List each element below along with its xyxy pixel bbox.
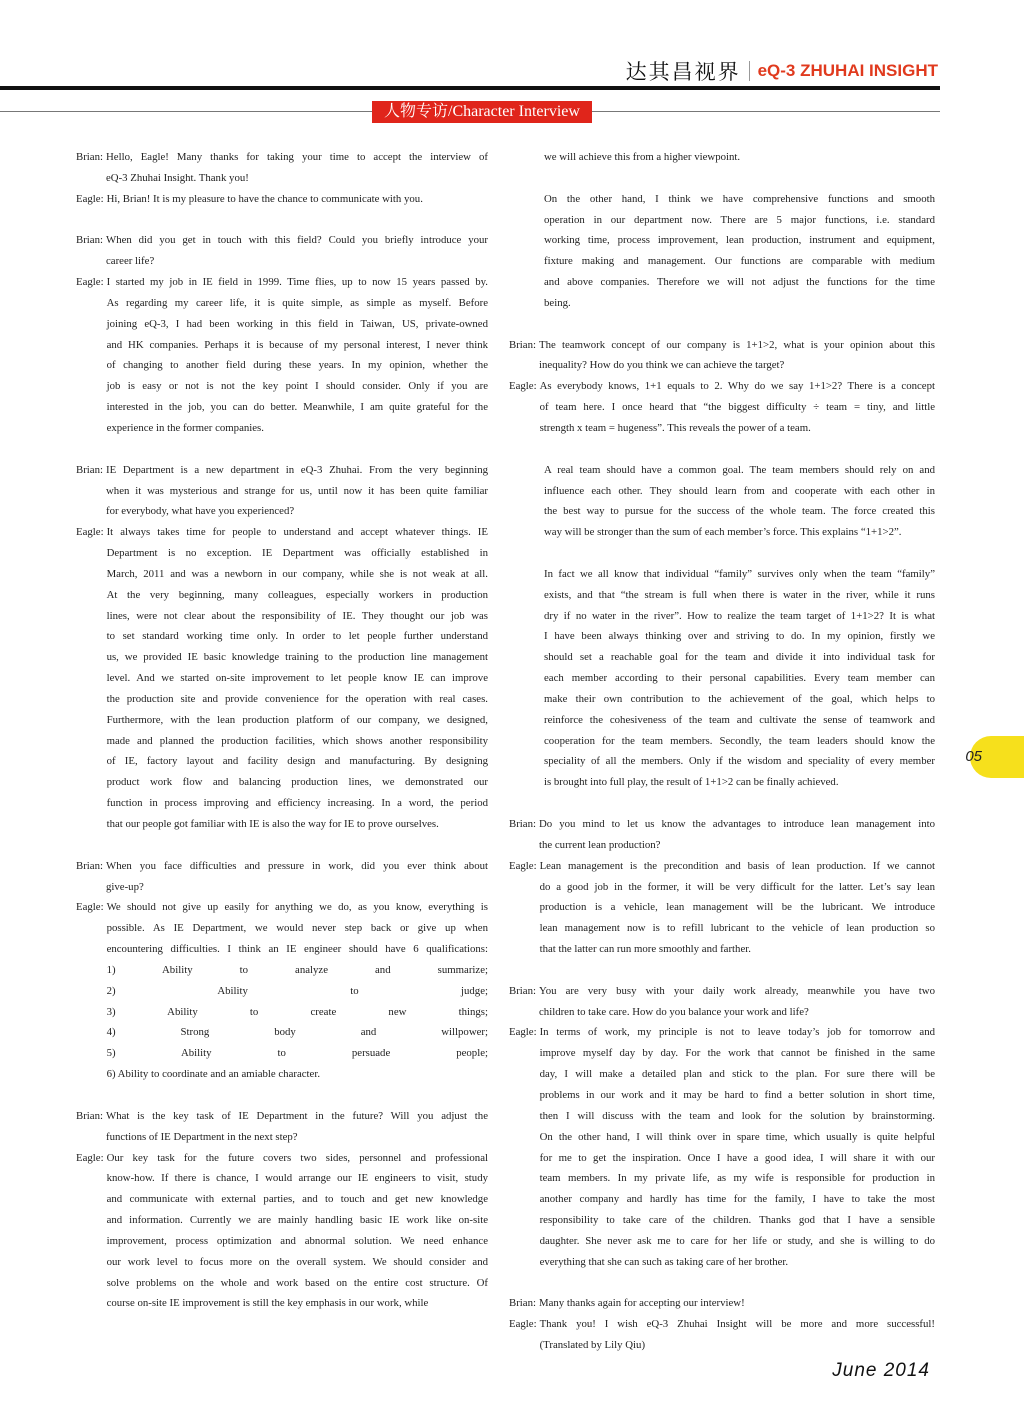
text-line: influence each other. They should learn from and cooperate with each other in — [544, 484, 935, 497]
qa-text — [537, 1022, 935, 1272]
text-line: I have been always thinking over and striving to do. In my opinion, firstly we — [544, 630, 935, 643]
text-line: 3) Ability to create new things; — [106, 1005, 488, 1018]
text-line: everything that she can such as taking care of her brother. — [539, 1255, 789, 1268]
text-line: In terms of work, my principle is not to leave today’s job for tomorrow and — [539, 1026, 935, 1039]
text-line: and communicate with external parties, and to touch and get new knowledge — [106, 1193, 488, 1206]
qa-entry — [76, 1106, 488, 1148]
text-line: inequality? How do you think we can achieve the target? — [539, 359, 785, 372]
speaker-label: Brian: — [76, 1109, 103, 1122]
speaker-label: Brian: — [509, 818, 536, 830]
text-line: of team here. I once heard that “the biggest difficulty ÷ team = tiny, and little — [539, 401, 935, 414]
text-line: Lean management is the precondition and basis of lean production. If we cannot — [539, 859, 935, 872]
text-line: I started my job in IE field in 1999. Time flies, up to now 15 years passed by. — [106, 276, 488, 289]
header-separator — [749, 61, 750, 81]
text-line: problems in our work and it may be hard to find a better solution in short time, — [539, 1088, 935, 1101]
qa-entry — [76, 856, 488, 898]
qa-entry — [509, 1293, 935, 1314]
speaker-label: Eagle: — [76, 901, 104, 914]
text-line: (Translated by Lily Qiu) — [539, 1339, 646, 1352]
text-line: of IE, factory layout and facility design and manufacturing. By designing — [106, 755, 488, 768]
text-line: interested in the job, you can do better. Meanwhile, I am quite grateful for the — [106, 401, 488, 414]
speaker-label: Brian: — [509, 1297, 536, 1310]
text-line: being. — [544, 296, 571, 309]
text-line: the best way to pursue for the success of the whole team. The force created this — [544, 505, 935, 518]
text-line: dry if no water in the river”. How to realize the team target of 1+1>2? It is what — [544, 609, 935, 622]
text-line: the current lean production? — [539, 838, 661, 851]
text-line: On the other hand, I will think over in spare time, which usually is quite helpful — [539, 1130, 935, 1143]
qa-entry — [76, 272, 488, 439]
qa-text — [104, 189, 488, 210]
text-line: working time, process improvement, lean production, instrument and equipment, — [544, 234, 935, 247]
qa-text — [104, 897, 488, 1085]
header-title-cn: 达其昌视界 — [625, 60, 741, 84]
paragraph — [509, 189, 935, 314]
speaker-label: Eagle: — [509, 1026, 537, 1039]
text-line: As regarding my career life, it is quite simple, as simple as myself. Before — [106, 296, 488, 309]
text-line: for me to get the inspiration. Once I have a good idea, I will share it with our — [539, 1151, 935, 1164]
qa-entry — [76, 897, 488, 1085]
qa-text — [537, 856, 935, 960]
text-line: fixture making and management. Our functions are comparable with medium — [544, 255, 935, 268]
qa-entry — [76, 1148, 488, 1315]
text-line: day, I will make a detailed plan and stick to the plan. For sure there will be — [539, 1068, 935, 1081]
text-line: strength x team = hugeness”. This reveals the power of a team. — [539, 421, 811, 434]
text-line: lines, were not clear about the responsibility of IE. They thought our job was — [106, 609, 488, 622]
qa-entry — [76, 189, 488, 210]
text-line: improve myself day by day. For the work that cannot be finished in the same — [539, 1047, 935, 1060]
text-line: Many thanks again for accepting our interview! — [539, 1297, 745, 1310]
text-line: for everybody, what have you experienced? — [106, 505, 295, 518]
qa-text — [537, 1314, 935, 1356]
text-line: We should not give up easily for anything we do, as you know, everything is — [106, 901, 488, 914]
right-column — [509, 147, 935, 1356]
text-line: to set standard working time only. In order to let people further understand — [106, 630, 488, 643]
text-line: A real team should have a common goal. The team members should rely on and — [544, 463, 935, 476]
text-line: Furthermore, with the lean production platform of our company, we designed, — [106, 713, 488, 726]
text-line: job is easy or not is not the key point I should consider. Only if you are — [106, 380, 488, 393]
speaker-label: Eagle: — [76, 276, 104, 289]
qa-text — [103, 147, 488, 189]
text-line: speciality of all the members. Only if the wisdom and speciality of every member — [544, 755, 935, 768]
text-line: 4) Strong body and willpower; — [106, 1026, 488, 1039]
section-banner: 人物专访/Character Interview — [372, 101, 592, 123]
text-line: our work level to focus more on the overall system. We should consider and — [106, 1255, 488, 1268]
text-line: product work flow and balancing production lines, we demonstrated our — [106, 776, 488, 789]
qa-entry — [509, 335, 935, 377]
text-line: 1) Ability to analyze and summarize; — [106, 963, 488, 976]
text-line: The teamwork concept of our company is 1+1>2, what is your opinion about this — [539, 338, 935, 351]
text-line: Thank you! I wish eQ-3 Zhuhai Insight will be more and more successful! — [539, 1318, 935, 1331]
text-line: On the other hand, I think we have comprehensive functions and smooth — [544, 192, 935, 205]
qa-entry — [76, 230, 488, 272]
footer-date: June 2014 — [832, 1360, 930, 1381]
text-line: Department is no exception. IE Department was officially established in — [106, 547, 488, 560]
speaker-label: Brian: — [76, 463, 103, 476]
page-number: 05 — [965, 748, 982, 765]
header-rule — [0, 86, 940, 90]
qa-entry — [509, 1022, 935, 1272]
text-line: should set a reachable goal for the team and divide it into individual task for — [544, 651, 935, 664]
text-line: daughter. She never ask me to care for her life or study, and she is willing to do — [539, 1234, 935, 1247]
text-line: possible. As IE Department, we would never step back or give up when — [106, 922, 488, 935]
header-title-en: eQ-3 ZHUHAI INSIGHT — [757, 61, 938, 80]
header — [626, 56, 938, 86]
qa-text — [103, 230, 488, 272]
text-line: eQ-3 Zhuhai Insight. Thank you! — [106, 171, 249, 184]
speaker-label: Brian: — [509, 338, 536, 351]
text-line: As everybody knows, 1+1 equals to 2. Why do we say 1+1>2? There is a concept — [539, 380, 935, 393]
text-line: encountering difficulties. I think an IE engineer should have 6 qualifications: — [106, 943, 488, 956]
qa-text — [104, 1148, 488, 1315]
speaker-label: Eagle: — [509, 380, 537, 393]
text-line: In fact we all know that individual “family” survives only when the team “family” — [544, 567, 935, 580]
speaker-label: Eagle: — [509, 859, 537, 872]
text-line: the production site and provide convenience for the operation with real cases. — [106, 692, 488, 705]
text-line: functions of IE Department in the next step? — [106, 1130, 298, 1143]
text-line: and above companies. Therefore we will not adjust the functions for the time — [544, 276, 935, 289]
qa-text — [104, 272, 488, 439]
text-line: 6) Ability to coordinate and an amiable character. — [106, 1068, 321, 1081]
text-line: course on-site IE improvement is still the key emphasis in our work, while — [106, 1297, 429, 1310]
qa-entry — [509, 1314, 935, 1356]
text-line: You are very busy with your daily work already, meanwhile you have two — [539, 984, 935, 997]
qa-text — [103, 460, 488, 523]
text-line: IE Department is a new department in eQ-3 Zhuhai. From the very beginning — [106, 463, 488, 476]
paragraph — [509, 460, 935, 543]
speaker-label: Brian: — [76, 234, 103, 247]
text-line: March, 2011 and was a newborn in our company, while she is not weak at all. — [106, 567, 488, 580]
qa-text — [536, 1293, 935, 1314]
text-line: 2) Ability to judge; — [106, 984, 488, 997]
text-line: way will be stronger than the sum of each member’s force. This explains “1+1>2”. — [544, 526, 902, 539]
text-line: joining eQ-3, I had been working in this field in Taiwan, US, private-owned — [106, 317, 488, 330]
text-line: Do you mind to let us know the advantages to introduce lean management into — [539, 818, 935, 830]
text-line: made and planned the production facilities, which shows another responsibility — [106, 734, 488, 747]
text-line: Hello, Eagle! Many thanks for taking your time to accept the interview of — [106, 151, 488, 163]
speaker-label: Eagle: — [76, 526, 104, 539]
text-line: It always takes time for people to understand and accept whatever things. IE — [106, 526, 488, 539]
qa-text — [536, 335, 935, 377]
text-line: lean management now is to refill lubricant to the vehicle of lean production so — [539, 922, 935, 935]
text-line: when it was mysterious and strange for us, until now it has been quite familiar — [106, 484, 488, 497]
text-line: experience in the former companies. — [106, 421, 264, 434]
text-line: operation in our department now. There are 5 major functions, i.e. standard — [544, 213, 935, 226]
text-line: do a good job in the former, it will be very difficult for the latter. Let’s say lean — [539, 880, 935, 893]
speaker-label: Brian: — [76, 151, 103, 163]
text-line: us, we provided IE basic knowledge training to the production line management — [106, 651, 488, 664]
text-line: of changing to another field during these years. In my opinion, whether the — [106, 359, 488, 372]
text-line: solve problems on the whole and work based on the entire cost structure. Of — [106, 1276, 488, 1289]
qa-text — [103, 856, 488, 898]
text-line: responsibility to take care of the children. Thanks god that I have a sensible — [539, 1214, 935, 1227]
speaker-label: Eagle: — [76, 192, 104, 205]
text-line: reinforce the cohesiveness of the team and cultivate the sense of teamwork and — [544, 713, 935, 726]
qa-text — [537, 376, 935, 439]
text-line: When you face difficulties and pressure in work, did you ever think about — [106, 859, 488, 872]
qa-entry — [509, 856, 935, 960]
text-line: When did you get in touch with this field? Could you briefly introduce your — [106, 234, 488, 247]
left-column — [76, 147, 488, 1314]
text-line: we will achieve this from a higher viewpoint. — [544, 151, 741, 163]
text-line: and HK companies. Perhaps it is because of my personal interest, I never think — [106, 338, 488, 351]
text-line: children to take care. How do you balance your work and life? — [539, 1005, 809, 1018]
speaker-label: Brian: — [509, 984, 536, 997]
speaker-label: Eagle: — [76, 1151, 104, 1164]
text-line: function in process improving and efficiency increasing. In a word, the period — [106, 797, 488, 810]
text-line: What is the key task of IE Department in the future? Will you adjust the — [106, 1109, 488, 1122]
qa-entry — [76, 147, 488, 189]
qa-text — [103, 1106, 488, 1148]
qa-text — [536, 814, 935, 856]
text-line: then I will discuss with the team and look for the solution by brainstorming. — [539, 1109, 935, 1122]
text-line: production is a vehicle, lean management will be the lubricant. We introduce — [539, 901, 935, 914]
text-line: and information. Currently we are mainly handling basic IE work like on-site — [106, 1214, 488, 1227]
text-line: 5) Ability to persuade people; — [106, 1047, 488, 1060]
text-line: cooperation for the team members. Secondly, the team leaders should know the — [544, 734, 935, 747]
qa-entry — [76, 460, 488, 523]
text-line: each member according to their personal capabilities. Every team member can — [544, 672, 935, 685]
speaker-label: Brian: — [76, 859, 103, 872]
qa-text — [536, 981, 935, 1023]
text-line: level. And we started on-site improvement to let people know IE can improve — [106, 672, 488, 685]
qa-entry — [509, 814, 935, 856]
qa-text — [104, 522, 488, 835]
text-line: career life? — [106, 255, 155, 268]
text-line: know-how. If there is chance, I would arrange our IE engineers to visit, study — [106, 1172, 488, 1185]
text-line: Our key task for the future covers two sides, personnel and professional — [106, 1151, 488, 1164]
text-line: team members. In my private life, as my wife is responsible for production in — [539, 1172, 935, 1185]
text-line: another company and hardly has time for the family, I have to take the most — [539, 1193, 935, 1206]
text-line: is brought into full play, the result of 1+1>2 can be finally achieved. — [544, 776, 839, 789]
text-line: exists, and that “the stream is full when there is water in the river, while it runs — [544, 588, 935, 601]
speaker-label: Eagle: — [509, 1318, 537, 1331]
text-line: give-up? — [106, 880, 144, 893]
paragraph — [509, 564, 935, 793]
text-line: make their own contribution to the achievement of the goal, which helps to — [544, 692, 935, 705]
qa-entry — [509, 981, 935, 1023]
paragraph — [509, 147, 935, 168]
text-line: Hi, Brian! It is my pleasure to have the chance to communicate with you. — [106, 192, 423, 205]
text-line: that the latter can run more smoothly and farther. — [539, 943, 751, 956]
qa-entry — [509, 376, 935, 439]
text-line: At the very beginning, many colleagues, especially workers in production — [106, 588, 488, 601]
qa-entry — [76, 522, 488, 835]
text-line: improvement, process optimization and abnormal solution. We need enhance — [106, 1234, 488, 1247]
text-line: that our people got familiar with IE is also the way for IE to prove ourselves. — [106, 818, 439, 830]
